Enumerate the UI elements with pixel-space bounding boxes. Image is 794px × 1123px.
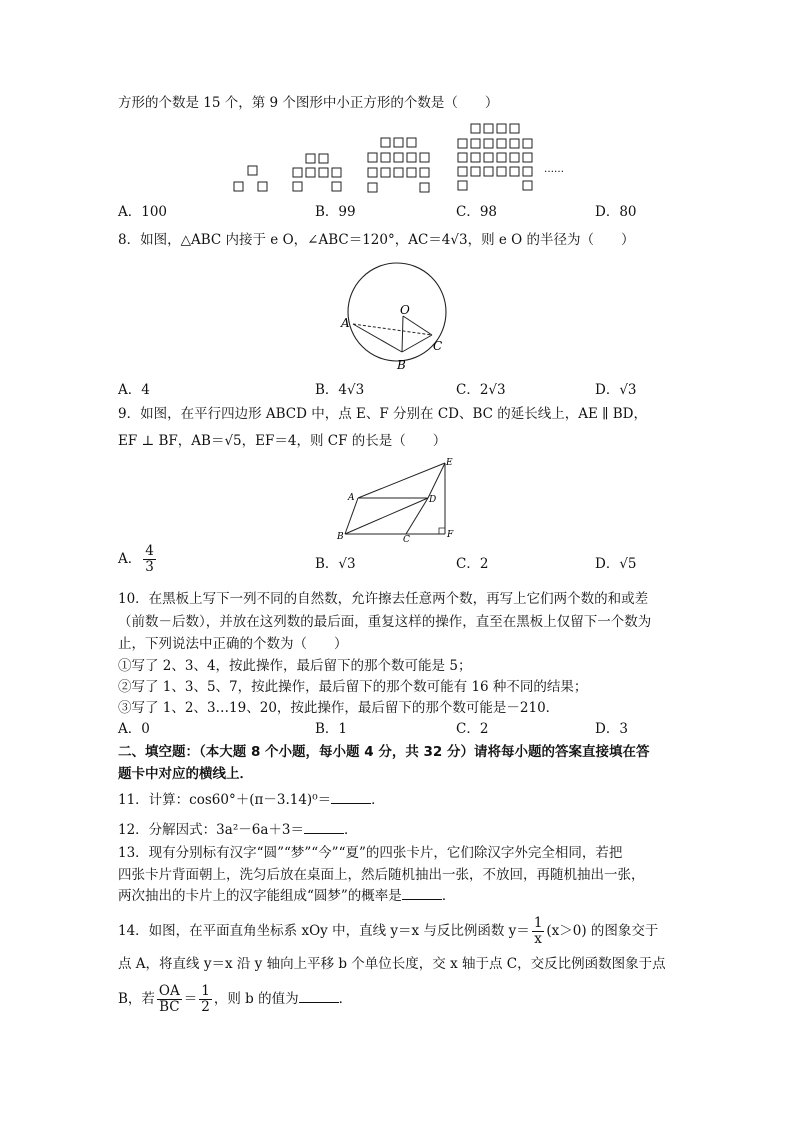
q13-line3 [118,886,455,906]
q14-line1-a: 14．如图，在平面直角坐标系 xOy 中，直线 y＝x 与反比例函数 y＝ [118,923,530,939]
label-o: O [400,303,410,317]
q14-fraction-half [199,984,212,1015]
q10-line6: ③写了 1、2、3…19、20，按此操作，最后留下的那个数可能是－210． [118,700,560,716]
q11-end: ． [371,792,385,808]
pattern-3 [368,138,429,192]
continuation-dots: …… [544,164,564,175]
q14-line3-b: ，则 b 的值为 [213,991,299,1007]
label-a: A [348,493,355,503]
q9-option-a-prefix: A． [118,551,142,567]
q14-line2: 点 A，将直线 y＝x 沿 y 轴向上平移 b 个单位长度，交 x 轴于点 C，交反比例函数图象于点 [118,956,666,972]
q11-answer-blank [331,791,371,804]
q9-option-a [118,544,158,575]
q10-line3: 止，下列说法中正确的个数为（ ） [118,636,348,652]
label-c: C [403,535,410,543]
q11 [118,790,385,810]
q10-option-a: A．0 [118,721,150,737]
q9-option-a-denominator: 3 [145,559,154,575]
q7-option-d: D．80 [595,204,637,220]
q14-frac2-num: 1 [201,983,210,999]
q13-answer-blank [402,887,442,900]
label-a: A [341,316,350,330]
q14-line3-a: B，若 [118,991,155,1007]
q9-option-b: B．√3 [315,556,356,572]
q12-answer-blank [304,821,344,834]
q14-frac1-num: OA [158,983,180,999]
q8-option-d: D．√3 [595,382,637,398]
q7-option-b: B．99 [315,204,356,220]
pattern-1 [234,166,267,191]
q8-option-a: A．4 [118,382,150,398]
q10-option-c: C．2 [456,721,489,737]
q8-stem: 8．如图，△ABC 内接于 e O，∠ABC＝120°，AC＝4√3，则 e O 的半径为（ ） [118,232,635,248]
label-b: B [397,358,406,372]
q8-option-b: B．4√3 [315,382,365,398]
q7-stem: 方形的个数是 15 个，第 9 个图形中小正方形的个数是（ ） [118,95,499,111]
q14-frac-num: 1 [533,915,543,931]
q9-option-c: C．2 [456,556,489,572]
q7-option-c: C．98 [456,204,498,220]
q12-text: 12．分解因式：3a²－6a＋3＝ [118,822,304,838]
q14-line3 [118,982,352,1016]
q14-fraction-oa-bc [157,984,182,1015]
label-c: C [433,339,443,353]
pattern-4 [458,124,532,190]
q10-option-d: D．3 [595,721,628,737]
q8-circle-figure [335,258,455,376]
q9-option-d: D．√5 [595,556,637,572]
q12-end: ． [343,822,358,838]
q10-line2: （前数－后数），并放在这列数的最后面，重复这样的操作，直至在黑板上仅留下一个数为 [118,614,652,630]
q14-end: ． [338,991,353,1007]
label-b: B [337,532,344,542]
label-d: D [429,495,437,505]
q14-frac-den: x [534,931,542,947]
q10-line1: 10．在黑板上写下一列不同的自然数，允许擦去任意两个数，再写上它们两个数的和或差 [118,591,649,607]
section2-heading-line1: 二、填空题：（本大题 8 个小题，每小题 4 分，共 32 分）请将每小题的答案直接填在答 [118,744,650,760]
q14-frac2-den: 2 [201,999,210,1015]
q9-stem-line1: 9．如图，在平行四边形 ABCD 中，点 E、F 分别在 CD、BC 的延长线上，AE ∥ BD， [118,406,647,422]
q7-option-a: A．100 [118,204,168,220]
q14-answer-blank [299,990,339,1003]
q12 [118,820,357,840]
section2-heading-line2: 题卡中对应的横线上． [118,766,253,782]
q10-option-b: B．1 [315,721,348,737]
q9-option-a-numerator: 4 [145,543,154,559]
q13-end: ． [441,888,456,904]
q14-equals: ＝ [183,991,198,1007]
q9-option-a-fraction [143,544,156,575]
q8-option-c: C．2√3 [456,382,506,398]
q14-line1 [118,914,658,948]
q14-frac1-den: BC [159,999,180,1015]
q7-square-pattern-figure [228,120,568,195]
q13-line2: 四张卡片背面朝上，洗匀后放在桌面上，然后随机抽出一张，不放回，再随机抽出一张， [118,867,645,883]
label-e: E [446,458,453,468]
q10-line4: ①写了 2、3、4，按此操作，最后留下的那个数可能是 5； [118,658,472,674]
q10-line5: ②写了 1、3、5、7，按此操作，最后留下的那个数可能有 16 种不同的结果； [118,679,588,695]
label-f: F [447,530,454,540]
q11-text: 11．计算：cos60°＋(π－3.14)⁰＝ [118,792,332,808]
q13-line3-text: 两次抽出的卡片上的汉字能组成“圆梦”的概率是 [118,888,402,904]
q13-line1: 13．现有分别标有汉字“圆”“梦”“今”“夏”的四张卡片，它们除汉字外完全相同，若把 [118,845,623,861]
q14-fraction-1-over-x [532,916,545,947]
pattern-2 [293,154,341,191]
q14-line1-b: (x＞0) 的图象交于 [546,923,659,939]
q9-stem-line2: EF ⊥ BF，AB＝√5，EF＝4，则 CF 的长是（ ） [118,433,447,449]
q9-parallelogram-figure [333,455,463,543]
